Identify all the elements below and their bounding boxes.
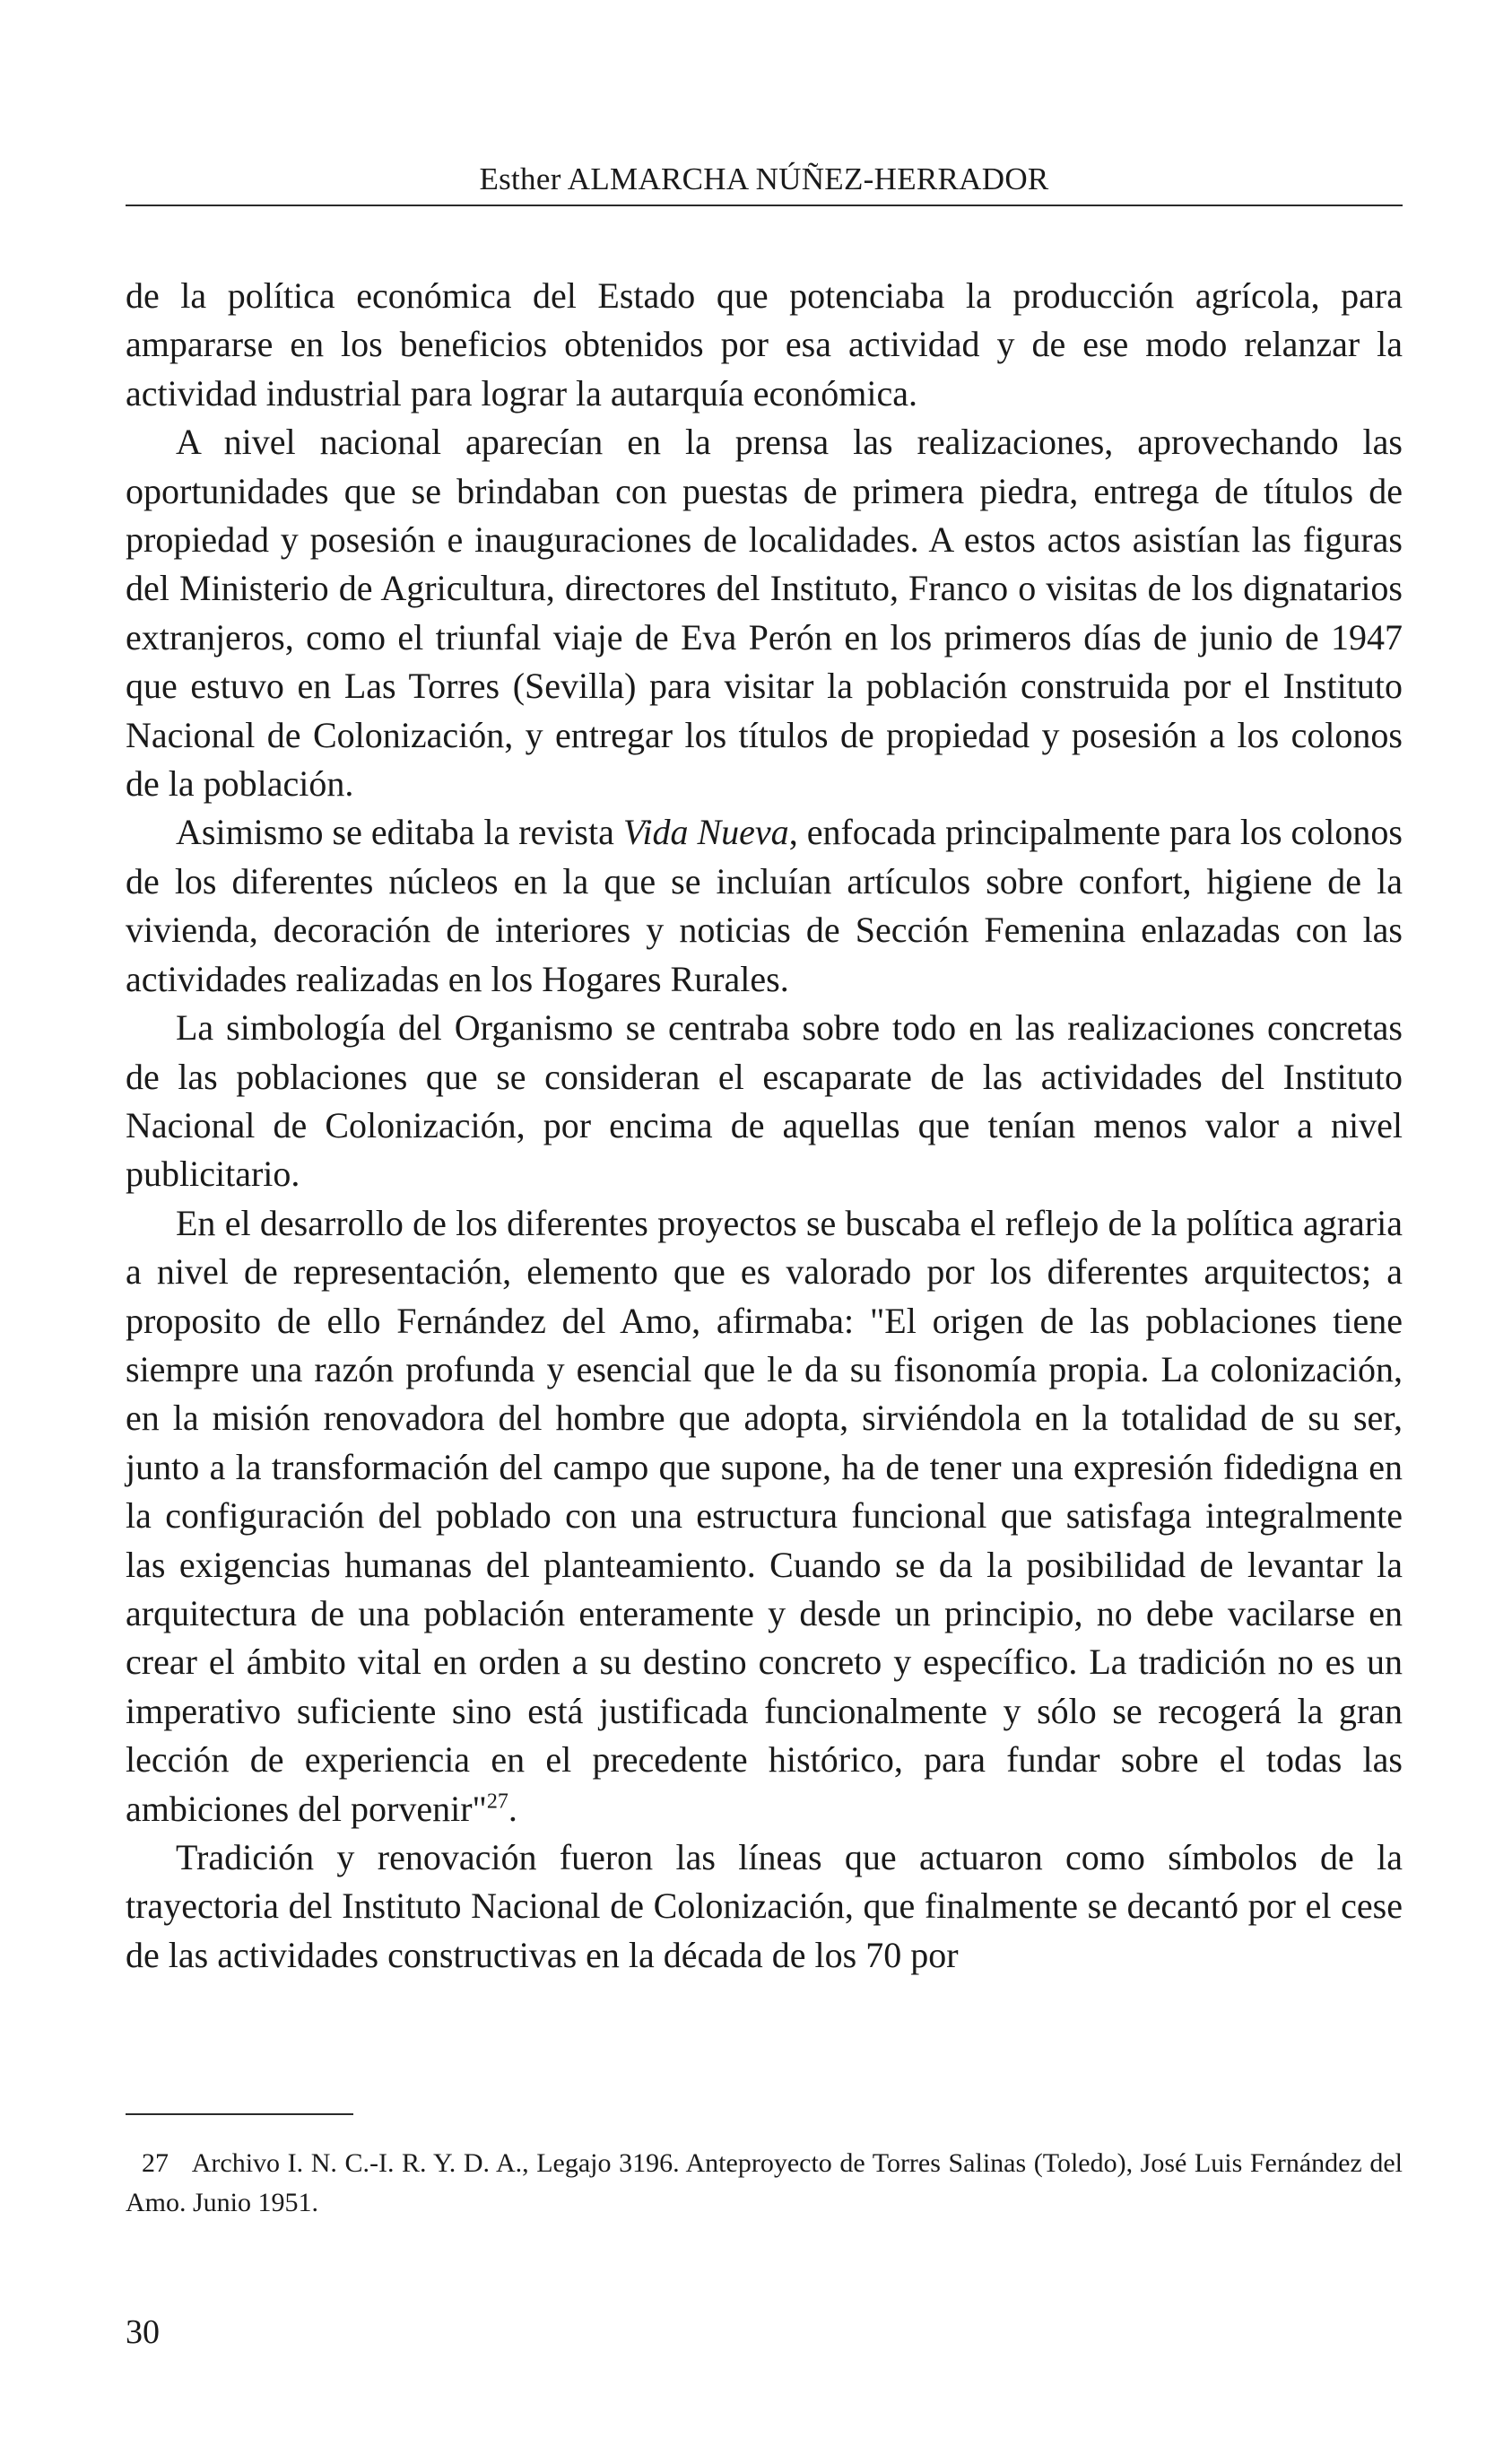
page-number: 30 <box>126 2313 160 2351</box>
paragraph-2: A nivel nacional aparecían en la prensa las realizaciones, aprovechando las oportunidades que se brindaban con puestas de primera piedra, entrega de títulos de propiedad y posesión e inauguraciones de localidades. A estos actos asistían las figuras del Ministerio de Agricultura, directores del Instituto, Franco o visitas de los dignatarios extranjeros, como el triunfal viaje de Eva Perón en los primeros días de junio de 1947 que estuvo en Las Torres (Sevilla) para visitar la población construida por el Instituto Nacional de Colonización, y entregar los títulos de propiedad y posesión a los colonos de la población. <box>126 422 1403 805</box>
paragraph-3-start: Asimismo se editaba la revista <box>176 812 623 853</box>
paragraph-3 <box>126 808 1403 1004</box>
header-rule <box>126 205 1403 206</box>
magazine-title: Vida Nueva <box>622 812 789 853</box>
paragraph-3-rest: , enfocada principalmente para los colonos de los diferentes núcleos en la que se incluían artículos sobre confort, higiene de la vivienda, decoración de interiores y noticias de Sección Femenina enlazadas con las actividades realizadas en los Hogares Rurales. <box>126 812 1403 999</box>
paragraph-6: Tradición y renovación fueron las líneas que actuaron como símbolos de la trayectoria del Instituto Nacional de Colonización, que finalmente se decantó por el cese de las actividades constructivas en la década de los 70 por <box>126 1837 1403 1975</box>
paragraph-5-end: . <box>508 1788 517 1829</box>
footnote-rule <box>126 2113 353 2115</box>
main-text <box>126 272 1403 1980</box>
footnote-27 <box>126 2144 1403 2223</box>
footnote <box>126 2144 1403 2223</box>
paragraph-5-text: En el desarrollo de los diferentes proyectos se buscaba el reflejo de la política agraria a nivel de representación, elemento que es valorado por los diferentes arquitectos; a proposito de ello Fernández del Amo, afirmaba: "El origen de las poblaciones tiene siempre una razón profunda y esencial que le da su fisonomía propia. La colonización, en la misión renovadora del hombre que adopta, sirviéndola en la totalidad de su ser, junto a la transformación del campo que supone, ha de tener una expresión fidedigna en la configuración del poblado con una estructura funcional que satisfaga integralmente las exigencias humanas del planteamiento. Cuando se da la posibilidad de levantar la arquitectura de una población enteramente y desde un principio, no debe vacilarse en crear el ámbito vital en orden a su destino concreto y específico. La tradición no es un imperativo suficiente sino está justificada funcionalmente y sólo se recogerá la gran lección de experiencia en el precedente histórico, para fundar sobre el todas las ambiciones del porvenir" <box>126 1202 1403 1829</box>
footnote-reference: 27 <box>486 1790 508 1814</box>
paragraph-1: de la política económica del Estado que potenciaba la producción agrícola, para ampararse en los beneficios obtenidos por esa actividad y de ese modo relanzar la actividad industrial para lograr la autarquía económica. <box>126 275 1403 414</box>
paragraph-5 <box>126 1199 1403 1833</box>
running-head-author: Esther ALMARCHA NÚÑEZ-HERRADOR <box>479 161 1049 196</box>
footnote-text: Archivo I. N. C.-I. R. Y. D. A., Legajo 3196. Anteproyecto de Torres Salinas (Toledo), José Luis Fernández del Amo. Junio 1951. <box>126 2148 1403 2217</box>
footnote-number: 27 <box>142 2148 169 2178</box>
paragraph-4: La simbología del Organismo se centraba sobre todo en las realizaciones concretas de las poblaciones que se consideran el escaparate de las actividades del Instituto Nacional de Colonización, por encima de aquellas que tenían menos valor a nivel publicitario. <box>126 1007 1403 1195</box>
